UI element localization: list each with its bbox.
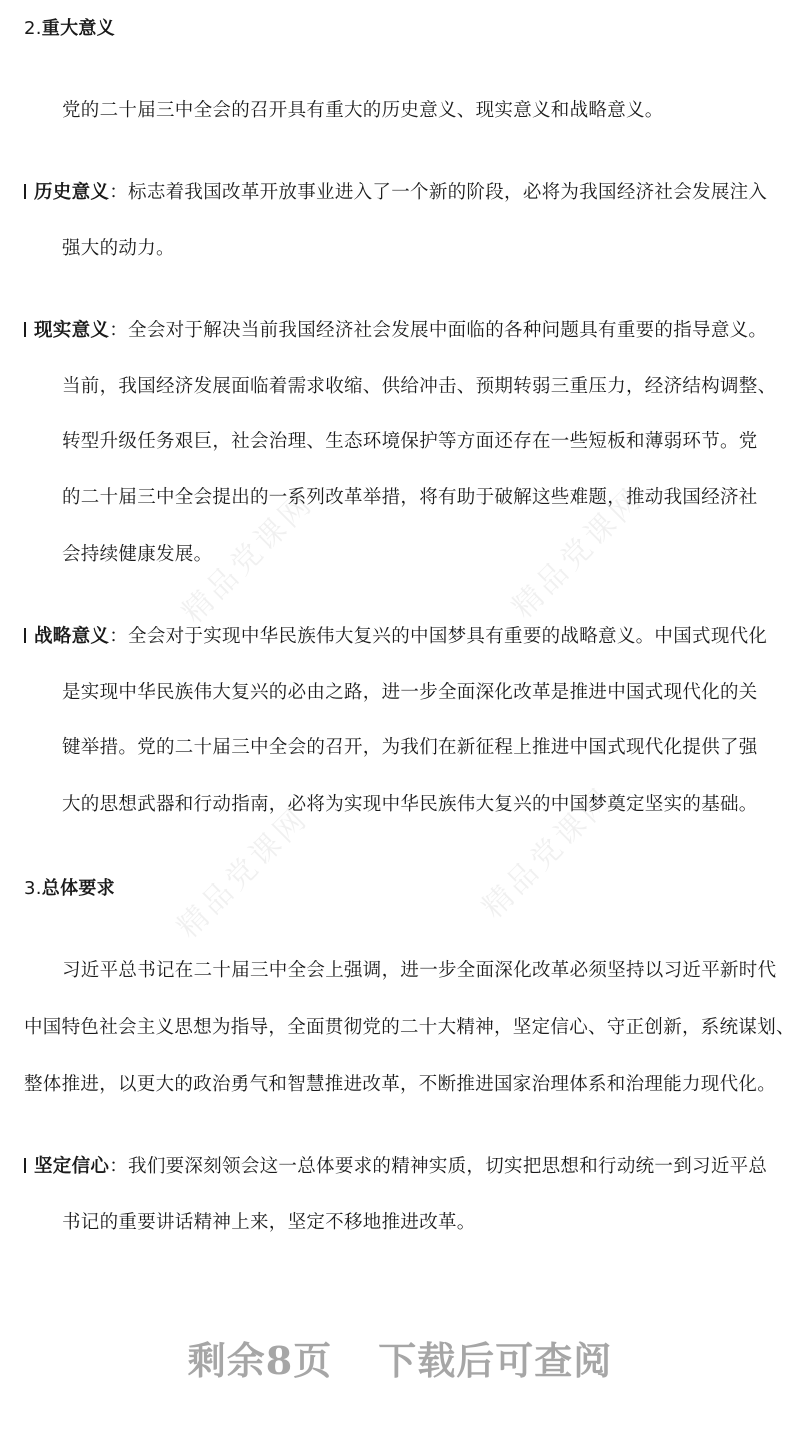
bullet-bar-icon — [24, 322, 26, 337]
colon: ： — [109, 182, 129, 203]
bullet-item — [24, 181, 767, 205]
watermark: 精品党课网 — [170, 800, 316, 946]
colon: ： — [109, 626, 129, 647]
download-prompt[interactable] — [0, 1330, 800, 1385]
bullet-item — [24, 1155, 767, 1179]
colon: ： — [109, 320, 129, 341]
bullet-label: 历史意义 — [34, 182, 110, 203]
paragraph-line: 党的二十届三中全会的召开具有重大的历史意义、现实意义和战略意义。 — [62, 100, 664, 121]
paragraph-line: 键举措。党的二十届三中全会的召开，为我们在新征程上推进中国式现代化提供了强 — [62, 737, 758, 758]
bullet-text: 标志着我国改革开放事业进入了一个新的阶段，必将为我国经济社会发展注入 — [128, 182, 768, 203]
paragraph-line: 的二十届三中全会提出的一系列改革举措，将有助于破解这些难题，推动我国经济社 — [62, 487, 758, 508]
paragraph-line: 是实现中华民族伟大复兴的必由之路，进一步全面深化改革是推进中国式现代化的关 — [62, 682, 758, 703]
section-title: 总体要求 — [41, 878, 115, 899]
bullet-label: 现实意义 — [34, 320, 110, 341]
paragraph-line: 会持续健康发展。 — [62, 544, 213, 565]
paragraph-line: 转型升级任务艰巨，社会治理、生态环境保护等方面还存在一些短板和薄弱环节。党 — [62, 431, 758, 452]
section-number: 2. — [24, 18, 42, 39]
paragraph-line: 强大的动力。 — [62, 238, 175, 259]
paragraph-line: 书记的重要讲话精神上来，坚定不移地推进改革。 — [62, 1212, 476, 1233]
colon: ： — [109, 1156, 129, 1177]
watermark: 精品党课网 — [505, 480, 651, 626]
bullet-item — [24, 625, 767, 649]
paragraph-line: 习近平总书记在二十届三中全会上强调，进一步全面深化改革必须坚持以习近平新时代 — [62, 960, 777, 981]
bullet-bar-icon — [24, 628, 26, 643]
section-title: 重大意义 — [41, 18, 115, 39]
paragraph-line: 中国特色社会主义思想为指导，全面贯彻党的二十大精神，坚定信心、守正创新，系统谋划、 — [24, 1017, 795, 1038]
bullet-bar-icon — [24, 184, 26, 199]
bullet-label: 坚定信心 — [34, 1156, 110, 1177]
remaining-pages-text: 剩余8页 — [187, 1338, 333, 1383]
bullet-label: 战略意义 — [34, 626, 110, 647]
paragraph-line: 大的思想武器和行动指南，必将为实现中华民族伟大复兴的中国梦奠定坚实的基础。 — [62, 794, 758, 815]
bullet-text: 我们要深刻领会这一总体要求的精神实质，切实把思想和行动统一到习近平总 — [128, 1156, 768, 1177]
paragraph-line: 整体推进，以更大的政治勇气和智慧推进改革，不断推进国家治理体系和治理能力现代化。 — [24, 1074, 777, 1095]
watermark: 精品党课网 — [475, 780, 621, 926]
bullet-text: 全会对于实现中华民族伟大复兴的中国梦具有重要的战略意义。中国式现代化 — [128, 626, 768, 647]
bullet-bar-icon — [24, 1158, 26, 1173]
watermark: 精品党课网 — [175, 485, 321, 631]
bullet-text: 全会对于解决当前我国经济社会发展中面临的各种问题具有重要的指导意义。 — [128, 320, 768, 341]
download-to-view-text: 下载后可查阅 — [378, 1338, 613, 1383]
section-heading — [24, 17, 115, 41]
section-heading — [24, 877, 115, 901]
paragraph-line: 当前，我国经济发展面临着需求收缩、供给冲击、预期转弱三重压力，经济结构调整、 — [62, 376, 777, 397]
bullet-item — [24, 319, 767, 343]
section-number: 3. — [24, 878, 42, 899]
